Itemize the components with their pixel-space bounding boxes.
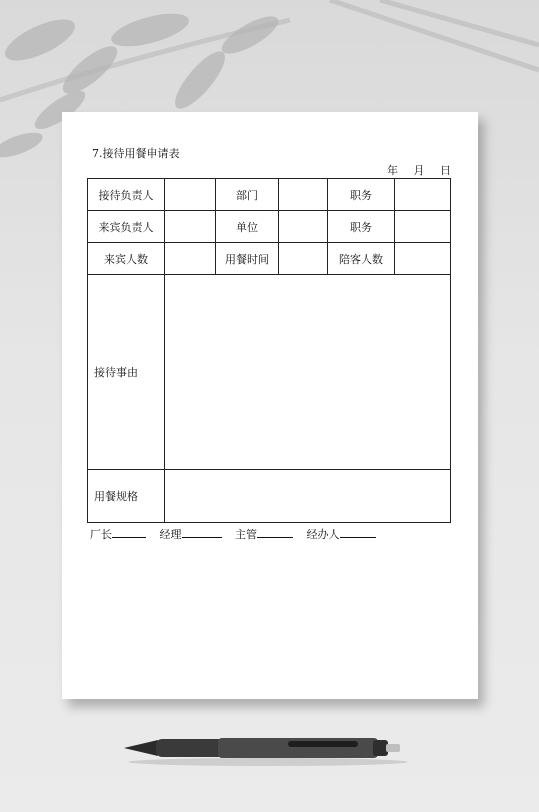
signature-line bbox=[90, 526, 386, 542]
signature-factory-director bbox=[90, 526, 146, 542]
date-day: 日 bbox=[440, 164, 451, 177]
cell-value bbox=[395, 243, 451, 275]
cell-label: 来宾人数 bbox=[88, 243, 165, 275]
cell-label: 单位 bbox=[216, 211, 279, 243]
cell-value bbox=[279, 243, 328, 275]
date-year: 年 bbox=[387, 164, 398, 177]
spec-label: 用餐规格 bbox=[88, 470, 165, 523]
cell-value bbox=[165, 211, 216, 243]
cell-label: 部门 bbox=[216, 179, 279, 211]
table-row bbox=[88, 275, 451, 470]
signature-blank bbox=[182, 527, 222, 538]
cell-value bbox=[395, 211, 451, 243]
signature-label: 经办人 bbox=[306, 528, 340, 541]
signature-supervisor bbox=[235, 526, 293, 542]
signature-label: 经理 bbox=[159, 528, 182, 541]
date-month: 月 bbox=[413, 164, 425, 177]
date-line bbox=[387, 162, 463, 178]
cell-value bbox=[279, 211, 328, 243]
cell-label: 职务 bbox=[328, 179, 395, 211]
cell-value bbox=[165, 179, 216, 211]
pen-icon bbox=[118, 728, 408, 768]
table-row bbox=[88, 470, 451, 523]
table-row bbox=[88, 211, 451, 243]
reason-label: 接待事由 bbox=[88, 275, 165, 470]
signature-blank bbox=[340, 527, 376, 538]
cell-label: 用餐时间 bbox=[216, 243, 279, 275]
cell-label: 接待负责人 bbox=[88, 179, 165, 211]
table-row bbox=[88, 179, 451, 211]
cell-label: 来宾负责人 bbox=[88, 211, 165, 243]
form-title: 7.接待用餐申请表 bbox=[92, 147, 180, 160]
cell-value bbox=[279, 179, 328, 211]
signature-blank bbox=[257, 527, 293, 538]
cell-label: 职务 bbox=[328, 211, 395, 243]
signature-blank bbox=[112, 527, 146, 538]
cell-value bbox=[395, 179, 451, 211]
form-sheet bbox=[62, 112, 478, 699]
signature-label: 厂长 bbox=[90, 528, 112, 541]
signature-label: 主管 bbox=[235, 528, 257, 541]
cell-value bbox=[165, 243, 216, 275]
cell-label: 陪客人数 bbox=[328, 243, 395, 275]
table-row bbox=[88, 243, 451, 275]
signature-manager bbox=[160, 526, 222, 542]
application-table bbox=[87, 178, 451, 523]
reason-field bbox=[165, 275, 451, 470]
spec-field bbox=[165, 470, 451, 523]
signature-handler bbox=[307, 526, 376, 542]
